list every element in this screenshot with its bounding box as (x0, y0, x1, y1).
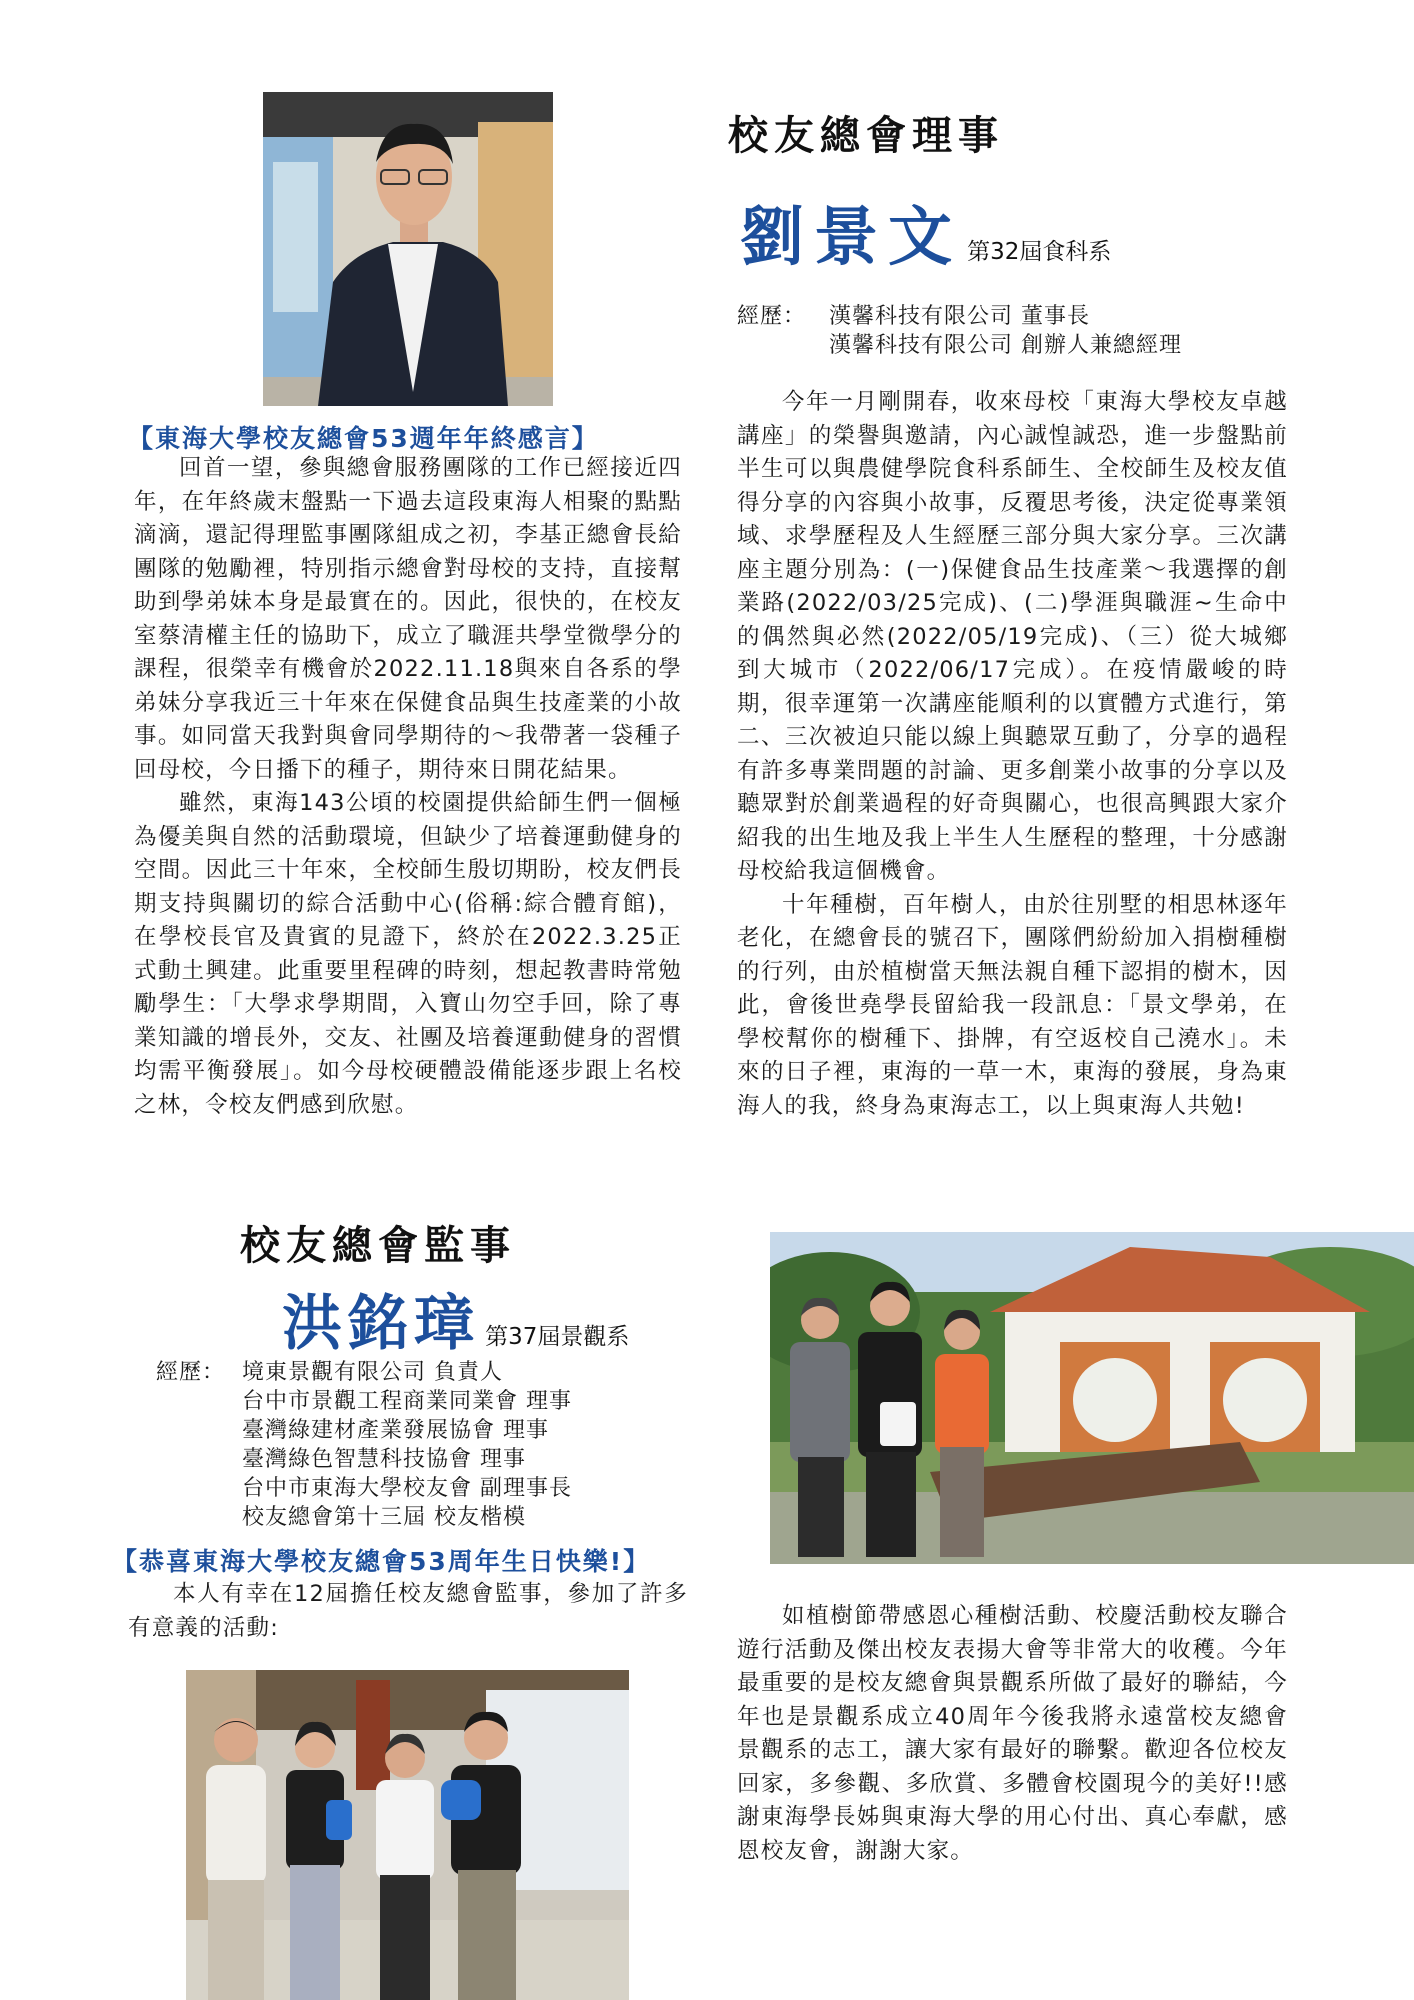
essay1-paragraph: 雖然，東海143公頃的校園提供給師生們一個極為優美與自然的活動環境，但缺少了培養運動健身的空間。因此三十年來，全校師生殷切期盼，校友們長期支持與關切的綜合活動中心(俗稱:綜合體育館)，在學校長官及貴賓的見證下，終於在2022.3.25正式動土興建。此重要里程碑的時刻，想起教書時常勉勵學生：「大學求學期間，入寶山勿空手回，除了專業知識的增長外，交友、社團及培養運動健身的習慣均需平衡發展」。如今母校硬體設備能逐步跟上名校之林，令校友們感到欣慰。 (134, 790, 682, 1118)
portrait-photo (263, 92, 553, 406)
supervisor-cohort: 第37屆景觀系 (485, 1324, 630, 1350)
director-experience (737, 302, 1182, 358)
supervisor-experience-list (242, 1358, 572, 1532)
director-cohort: 第32屆食科系 (967, 239, 1112, 265)
essay3-paragraph: 本人有幸在12屆擔任校友總會監事，參加了許多有意義的活動: (128, 1581, 688, 1641)
director-experience-item: 漢馨科技有限公司 創辦人兼總經理 (829, 333, 1182, 358)
essay2-body (737, 386, 1288, 1123)
supervisor-experience-item: 境東景觀有限公司 負責人 (242, 1360, 503, 1385)
supervisor-experience (156, 1358, 572, 1530)
supervisor-role-title: 校友總會監事 (240, 1222, 516, 1269)
supervisor-experience-item: 臺灣綠建材產業發展協會 理事 (242, 1418, 549, 1443)
essay1-paragraph: 回首一望，參與總會服務團隊的工作已經接近四年，在年終歲末盤點一下過去這段東海人相聚的點點滴滴，還記得理監事團隊組成之初，李基正總會長給團隊的勉勵裡，特別指示總會對母校的支持，直接幫助到學弟妹本身是最實在的。因此，很快的，在校友室蔡清權主任的協助下，成立了職涯共學堂微學分的課程，很榮幸有機會於2022.11.18與來自各系的學弟妹分享我近三十年來在保健食品與生技產業的小故事。如同當天我對與會同學期待的～我帶著一袋種子回母校，今日播下的種子，期待來日開花結果。 (134, 455, 682, 783)
supervisor-name: 洪銘璋 (282, 1289, 480, 1359)
director-experience-label: 經歷： (737, 304, 807, 329)
director-name: 劉景文 (740, 200, 962, 275)
director-experience-list (829, 302, 1182, 360)
supervisor-experience-item: 臺灣綠色智慧科技協會 理事 (242, 1447, 526, 1472)
essay3-title: 【恭喜東海大學校友總會53周年生日快樂!】 (112, 1547, 651, 1576)
director-name-block (740, 186, 1111, 278)
essay2-paragraph: 今年一月剛開春，收來母校「東海大學校友卓越講座」的榮譽與邀請，內心誠惶誠恐，進一步盤點前半生可以與農健學院食科系師生、全校師生及校友值得分享的內容與小故事，反覆思考後，決定從專業領域、求學歷程及人生經歷三部分與大家分享。三次講座主題分別為：(一)保健食品生技產業～我選擇的創業路(2022/03/25完成)、(二)學涯與職涯~生命中的偶然與必然(2022/05/19完成)、（三）從大城鄉到大城市（2022/06/17完成）。在疫情嚴峻的時期，很幸運第一次講座能順利的以實體方式進行，第二、三次被迫只能以線上與聽眾互動了，分享的過程有許多專業問題的討論、更多創業小故事的分享以及聽眾對於創業過程的好奇與關心，也很高興跟大家介紹我的出生地及我上半生人生歷程的整理，十分感謝母校給我這個機會。 (737, 389, 1288, 884)
essay3-body (128, 1578, 688, 1645)
group-photo-right (770, 1232, 1414, 1564)
supervisor-experience-item: 台中市東海大學校友會 副理事長 (242, 1476, 572, 1501)
essay1-title: 【東海大學校友總會53週年年終感言】 (128, 424, 599, 453)
essay1-body (134, 452, 682, 1122)
supervisor-name-block (282, 1276, 629, 1362)
group-photo-left (186, 1670, 629, 2000)
director-role-title: 校友總會理事 (728, 112, 1004, 159)
essay4-body (737, 1600, 1288, 1868)
supervisor-experience-item: 校友總會第十三屆 校友楷模 (242, 1505, 526, 1530)
director-experience-item: 漢馨科技有限公司 董事長 (829, 304, 1090, 329)
supervisor-experience-label: 經歷： (156, 1360, 226, 1385)
essay2-paragraph: 十年種樹，百年樹人，由於往別墅的相思林逐年老化，在總會長的號召下，團隊們紛紛加入捐樹種樹的行列，由於植樹當天無法親自種下認捐的樹木，因此，會後世堯學長留給我一段訊息：「景文學弟，在學校幫你的樹種下、掛牌，有空返校自己澆水」。未來的日子裡，東海的一草一木，東海的發展，身為東海人的我，終身為東海志工，以上與東海人共勉! (737, 891, 1288, 1119)
supervisor-experience-item: 台中市景觀工程商業同業會 理事 (242, 1389, 572, 1414)
essay4-paragraph: 如植樹節帶感恩心種樹活動、校慶活動校友聯合遊行活動及傑出校友表揚大會等非常大的收穫。今年最重要的是校友總會與景觀系所做了最好的聯結，今年也是景觀系成立40周年今後我將永遠當校友總會景觀系的志工，讓大家有最好的聯繫。歡迎各位校友回家，多參觀、多欣賞、多體會校園現今的美好!!感謝東海學長姊與東海大學的用心付出、真心奉獻，感恩校友會，謝謝大家。 (737, 1603, 1288, 1864)
